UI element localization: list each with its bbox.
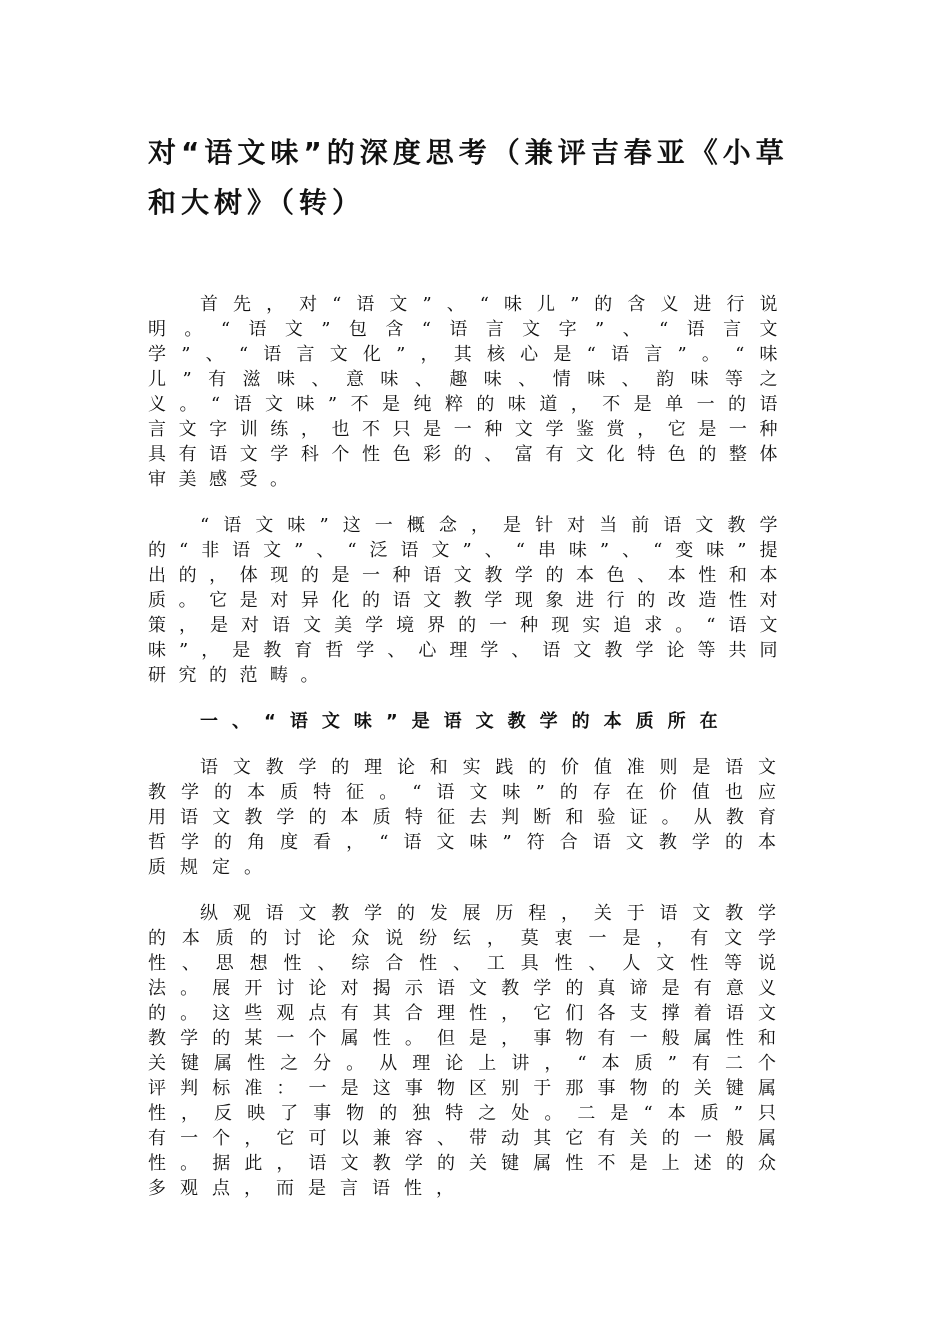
paragraph-1: 首先，对“语文”、“味儿”的含义进行说明。“语文”包含“语言文字”、“语言文学”、“语言文化”，其核心是“语言”。“味儿”有滋味、意味、趣味、情味、韵味等之义。“语文味”不是纯粹的味道，不是单一的语言文字训练，也不只是一种文学鉴赏，它是一种具有语文学科个性色彩的、富有文化特色的整体审美感受。: [148, 294, 790, 490]
section-heading: 一、“语文味”是语文教学的本质所在: [200, 711, 732, 732]
section-paragraph-1: 语文教学的理论和实践的价值准则是语文教学的本质特征。“语文味”的存在价值也应用语文教学的本质特征去判断和验证。从教育哲学的角度看，“语文味”符合语文教学的本质规定。: [148, 757, 790, 878]
paragraph-2: “语文味”这一概念，是针对当前语文教学的“非语文”、“泛语文”、“串味”、“变味”提出的，体现的是一种语文教学的本色、本性和本质。它是对异化的语文教学现象进行的改造性对策，是对语文美学境界的一种现实追求。“语文味”，是教育哲学、心理学、语文教学论等共同研究的范畴。: [148, 515, 790, 686]
document-title: 对“语文味”的深度思考（兼评吉春亚《小草和大树》（转）: [148, 136, 789, 219]
document-body: [148, 292, 790, 1222]
section-paragraph-2: 纵观语文教学的发展历程，关于语文教学的本质的讨论众说纷纭，莫衷一是，有文学性、思想性、综合性、工具性、人文性等说法。展开讨论对揭示语文教学的真谛是有意义的。这些观点有其合理性，它们各支撑着语文教学的某一个属性。但是，事物有一般属性和关键属性之分。从理论上讲，“本质”有二个评判标准：一是这事物区别于那事物的关键属性，反映了事物的独特之处。二是“本质”只有一个，它可以兼容、带动其它有关的一般属性。据此，语文教学的关键属性不是上述的众多观点，而是言语性，: [148, 903, 790, 1199]
